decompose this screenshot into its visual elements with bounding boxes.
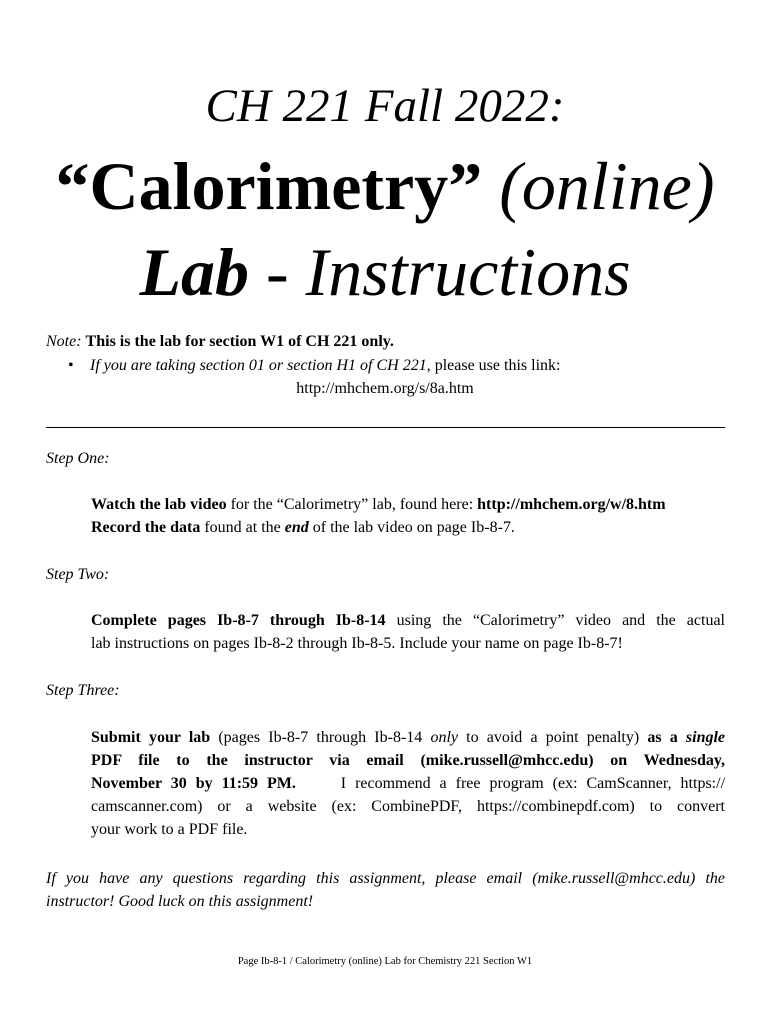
note-label: Note: bbox=[46, 333, 82, 350]
step-three-line-3 bbox=[91, 772, 725, 795]
step-one-line-2 bbox=[91, 516, 725, 539]
note bbox=[46, 331, 394, 353]
complete-pages-text: Complete pages Ib-8-7 through Ib-8-14 bbox=[91, 612, 386, 629]
step-two-line-1 bbox=[91, 609, 725, 632]
submit-as-a: as a bbox=[647, 729, 686, 746]
closing-line-2: instructor! Good luck on this assignment! bbox=[46, 893, 314, 910]
record-plain-1: found at the bbox=[200, 519, 285, 536]
title-line-1: CH 221 Fall 2022: bbox=[205, 80, 565, 132]
step-one-plain: for the “Calorimetry” lab, found here: bbox=[226, 496, 478, 513]
step-three-line-5: your work to a PDF file. bbox=[91, 821, 248, 838]
step-three-line-4: camscanner.com) or a website (ex: CombinePDF, https://combinepdf.com) to convert bbox=[91, 798, 725, 815]
step-two-body bbox=[91, 609, 725, 655]
closing-line-1: If you have any questions regarding this assignment, please email (mike.russell@mhcc.edu) the bbox=[46, 870, 725, 887]
step-three-heading: Step Three: bbox=[46, 682, 120, 699]
note-bullet bbox=[68, 355, 560, 377]
step-three-line-2: PDF file to the instructor via email (mike.russell@mhcc.edu) on Wednesday, bbox=[91, 752, 725, 769]
step-two-line-2: lab instructions on pages Ib-8-2 through Ib-8-5. Include your name on page Ib-8-7! bbox=[91, 635, 623, 652]
horizontal-divider bbox=[46, 427, 725, 428]
title-calorimetry: “Calorimetry” bbox=[55, 148, 483, 224]
deadline-text: November 30 by 11:59 PM. bbox=[91, 775, 296, 792]
title-lab: Lab bbox=[139, 234, 249, 310]
step-one-line-1 bbox=[91, 493, 725, 516]
title-online: (online) bbox=[499, 148, 715, 224]
title-line-2 bbox=[0, 146, 770, 226]
step-one-heading: Step One: bbox=[46, 450, 110, 467]
bullet-icon: • bbox=[68, 357, 74, 374]
step-two-heading: Step Two: bbox=[46, 566, 110, 583]
record-end: end bbox=[284, 519, 309, 536]
title-instructions: - Instructions bbox=[266, 234, 631, 310]
closing-note bbox=[46, 867, 725, 913]
recommend-text: I recommend a free program (ex: CamScanner, https:// bbox=[340, 775, 726, 792]
watch-video-text: Watch the lab video bbox=[91, 496, 227, 513]
bullet-italic: If you are taking section 01 or section H1 of CH 221 bbox=[90, 357, 427, 374]
submit-only: only bbox=[430, 729, 458, 746]
record-data-text: Record the data bbox=[91, 519, 201, 536]
submit-plain-1: (pages Ib-8-7 through Ib-8-14 bbox=[210, 729, 431, 746]
step-two-plain-1: using the “Calorimetry” video and the actual bbox=[385, 612, 725, 629]
title-line-3 bbox=[0, 232, 770, 312]
page-footer: Page Ib-8-1 / Calorimetry (online) Lab for Chemistry 221 Section W1 bbox=[237, 956, 533, 967]
step-three-line-1 bbox=[91, 726, 725, 749]
step-one-body bbox=[91, 493, 725, 539]
submit-lab-text: Submit your lab bbox=[91, 729, 211, 746]
submit-plain-2: to avoid a point penalty) bbox=[458, 729, 648, 746]
note-text: This is the lab for section W1 of CH 221 only. bbox=[85, 333, 394, 350]
section-link[interactable]: http://mhchem.org/s/8a.htm bbox=[296, 380, 474, 397]
submit-single: single bbox=[685, 729, 726, 746]
record-plain-2: of the lab video on page Ib-8-7. bbox=[308, 519, 515, 536]
bullet-plain: , please use this link: bbox=[426, 357, 561, 374]
step-three-body bbox=[91, 726, 725, 841]
video-link[interactable]: http://mhchem.org/w/8.htm bbox=[477, 496, 666, 513]
